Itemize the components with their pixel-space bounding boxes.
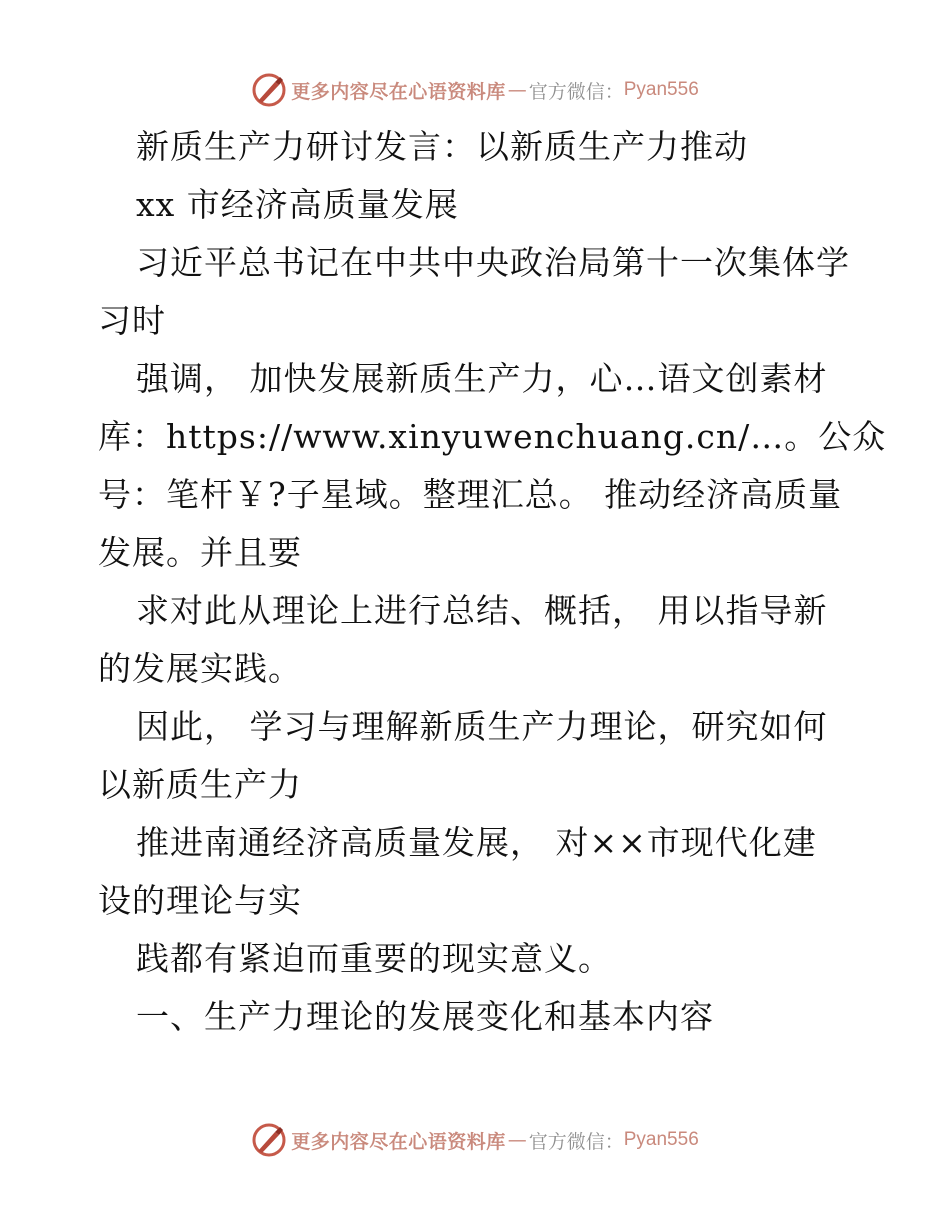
watermark-dash: — <box>507 1129 527 1151</box>
paragraph-line: 习时 <box>98 301 166 340</box>
watermark-main-text: 更多内容尽在心语资料库 <box>291 80 506 103</box>
paragraph-line: 发展。并且要 <box>98 533 302 572</box>
watermark-label: 官方微信： <box>528 80 624 103</box>
pen-logo-icon <box>251 72 287 108</box>
paragraph-line: 践都有紧迫而重要的现实意义。 <box>136 939 612 978</box>
header-watermark <box>0 70 950 110</box>
watermark-id: Pyan556 <box>623 79 699 100</box>
paragraph-line: 求对此从理论上进行总结、概括， 用以指导新 <box>136 591 828 630</box>
paragraph-line: 的发展实践。 <box>98 649 302 688</box>
watermark-id: Pyan556 <box>623 1129 699 1150</box>
watermark-label: 官方微信： <box>528 1130 624 1153</box>
watermark-dash: — <box>507 79 527 101</box>
document-body <box>98 118 887 1046</box>
footer-watermark <box>0 1120 950 1160</box>
paragraph-line: 以新质生产力 <box>98 765 302 804</box>
doc-title-line-2: xx 市经济高质量发展 <box>136 185 459 224</box>
paragraph-line: 库：https://www.xinyuwenchuang.cn/…。公众 <box>98 417 887 456</box>
paragraph-line: 因此， 学习与理解新质生产力理论，研究如何 <box>136 707 828 746</box>
paragraph-line: 推进南通经济高质量发展， 对××市现代化建 <box>136 823 817 862</box>
watermark-main-text: 更多内容尽在心语资料库 <box>291 1130 506 1153</box>
paragraph-line: 强调， 加快发展新质生产力，心…语文创素材 <box>136 359 828 398</box>
paragraph-line: 设的理论与实 <box>98 881 302 920</box>
pen-logo-icon <box>251 1122 287 1158</box>
paragraph-line: 习近平总书记在中共中央政治局第十一次集体学 <box>136 243 850 282</box>
doc-title-line-1: 新质生产力研讨发言：以新质生产力推动 <box>136 127 748 166</box>
section-heading: 一、生产力理论的发展变化和基本内容 <box>136 997 714 1036</box>
paragraph-line: 号：笔杆￥?子星域。整理汇总。 推动经济高质量 <box>98 475 843 514</box>
